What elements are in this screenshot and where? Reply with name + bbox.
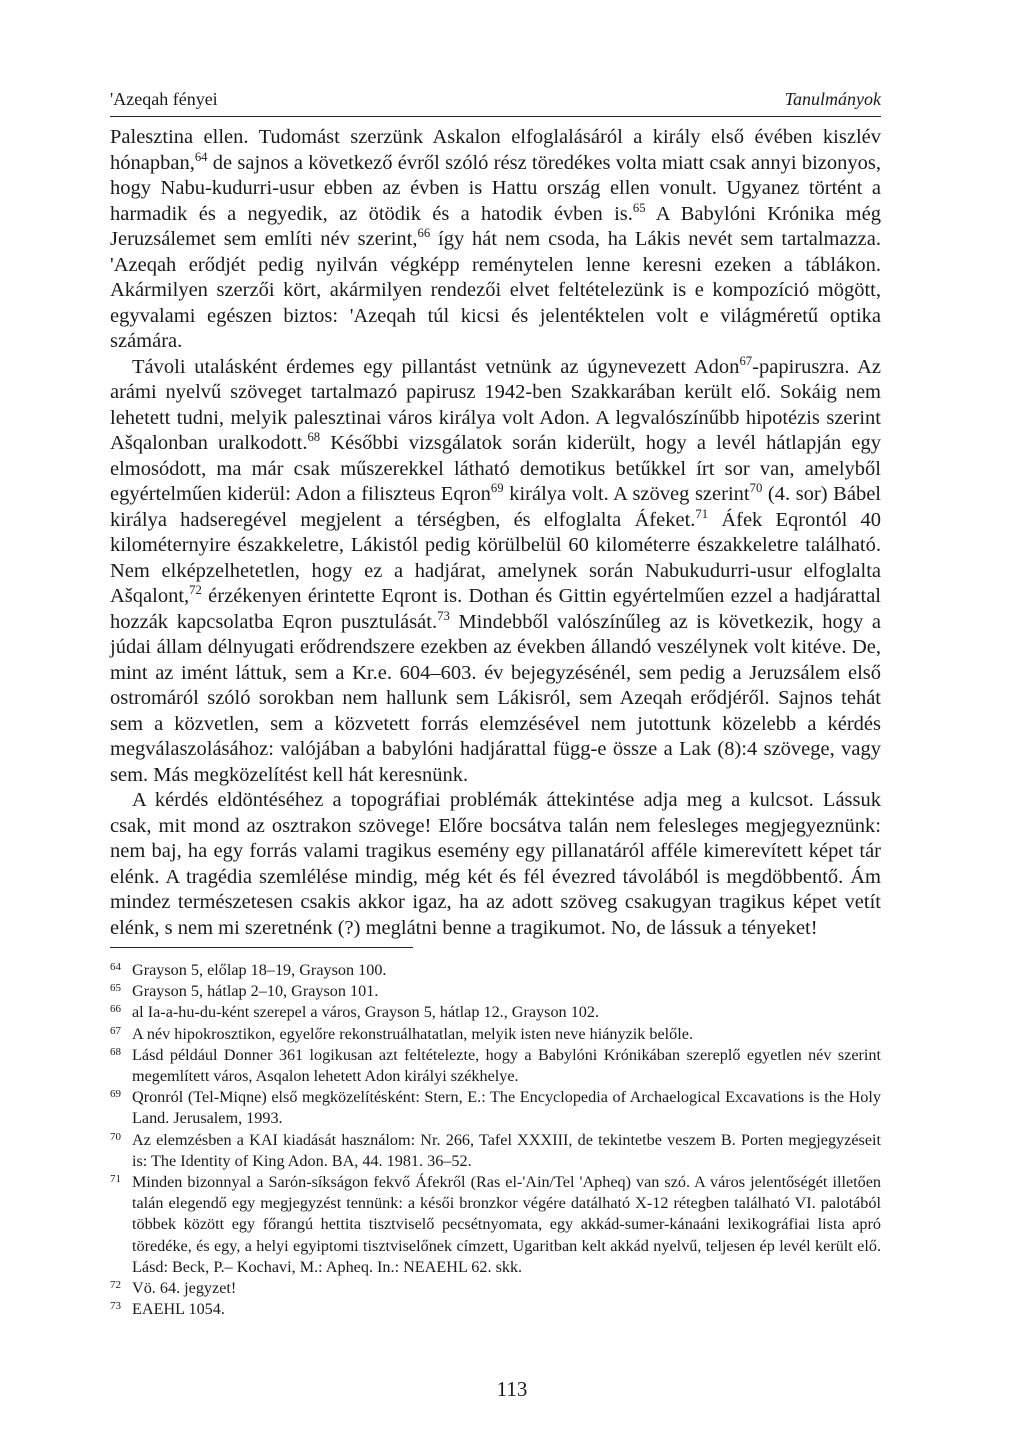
text-run: Későbbi vizsgálatok során kiderült, hogy a levél hátlapján egy elmosódott, ma már csak műszerekkel látható demotikus betűkkel írt sor van, amelyből egyértelműen kiderül: Adon a filiszteus Eqron: [110, 432, 881, 505]
text-run: A kérdés eldöntéséhez a topográfiai problémák áttekintése adja meg a kulcsot. Lássuk csak, mit mond az osztrakon szövege! Előre bocsátva talán nem felesleges megjegyeznünk: nem baj, ha egy forrás valami tragikus esemény egy pillanatáról afféle kimerevített képet tár elénk. A tragédia szemlélése mindig, még két és fél évezred távolából is megdöbbentő. Ám mindez természetesen csakis akkor igaz, ha az adott szöveg csakugyan tragikus képet vetít elénk, s nem mi szeretnénk (?) meglátni benne a tragikumot. No, de lássuk a tényeket!: [110, 789, 881, 939]
footnote-number: 67: [110, 1024, 121, 1037]
text-run: érzékenyen érintette Eqront is. Dothan és Gittin egyértelműen ezzel a hadjárattal hozzák kapcsolatba Eqron pusztulását.: [110, 585, 881, 633]
footnote-ref: 70: [749, 481, 763, 496]
footnote-ref: 71: [695, 506, 709, 521]
paragraph: [110, 125, 881, 355]
footnote-text: Lásd például Donner 361 logikusan azt feltételezte, hogy a Babylóni Krónikában szereplő egyetlen név szerint megemlített város, Asqalon lehetett Adon királyi székhelye.: [132, 1045, 881, 1086]
main-text: [110, 125, 881, 941]
footnote-ref: 64: [194, 149, 208, 164]
footnote: [110, 1002, 881, 1023]
footnote: [110, 1024, 881, 1045]
footnote-text: Minden bizonnyal a Sarón-síkságon fekvő Áfekről (Ras el-'Ain/Tel 'Apheq) van szó. A város jelentőségét illetően talán elegendő egy megjegyzést tennünk: a késői bronzkor végére datálható X-12 rétegben található VI. palotából többek között egy főrangú hettita tisztviselő pecsétnyomata, egy akkád-sumer-kánaáni lexikográfiai lista apró töredéke, és egy, a helyi egyiptomi tisztviselőnek címzett, Ugaritban kelt akkád nyelvű, teljesen ép levél került elő. Lásd: Beck, P.– Kochavi, M.: Apheq. In.: NEAEHL 62. skk.: [132, 1173, 881, 1276]
footnote-text: Grayson 5, előlap 18–19, Grayson 100.: [132, 961, 387, 979]
footnote-ref: 65: [632, 200, 646, 215]
footnotes: [110, 960, 881, 1320]
text-run: Mindebből valószínűleg az is következik, hogy a júdai állam délnyugati erődrendszere ezekben az években állandó veszélynek volt kitéve. De, mint az imént láttuk, sem a Kr.e. 604–603. év bejegyzésénél, sem pedig a Jeruzsálem első ostromáról szóló sorokban nem hallunk sem Lákisról, sem Azeqah erődjéről. Sajnos tehát sem a közvetlen, sem a közvetett forrás elemzésével nem jutottunk közelebb a kérdés megválaszolásához: valójában a babylóni hadjárattal függ-e össze a Lak (8):4 szövege, vagy sem. Más megközelítést kell hát keresnünk.: [110, 610, 881, 786]
text-run: Áfek Eqrontól 40 kilométernyire északkeletre, Lákistól pedig körülbelül 60 kilométerre északkeletre található. Nem elképzelhetetlen, hogy ez a hadjárat, amelynek során Nabukudurri-usur elfoglalta Ašqalont,: [110, 508, 881, 607]
footnote: [110, 1087, 881, 1129]
text-run: (4. sor) Bábel királya hadseregével megjelent a térségben, és elfoglalta Áfeket.: [110, 483, 881, 531]
text-run: A Babylóni Krónika még Jeruzsálemet sem említi név szerint,: [110, 202, 881, 250]
page-number: 113: [496, 1377, 528, 1401]
footnote-ref: 67: [739, 353, 753, 368]
footnote-number: 68: [110, 1045, 121, 1058]
footnote-number: 64: [110, 961, 121, 973]
text-run: de sajnos a következő évről szóló rész töredékes volta miatt csak annyi bizonyos, hogy Nabu-kudurri-usur ebben az évben is Hattu ország ellen vonult. Ugyanez történt a harmadik és a negyedik, az ötödik és a hatodik évben is.: [110, 151, 881, 225]
footnote-text: A név hipokrosztikon, egyelőre rekonstruálhatatlan, melyik isten neve hiányzik belőle.: [132, 1024, 694, 1043]
footnote-text: Az elemzésben a KAI kiadását használom: Nr. 266, Tafel XXXIII, de tekintetbe veszem B. Porten megjegyzéseit is: The Identity of King Adon. BA, 44. 1981. 36–52.: [132, 1130, 881, 1170]
footnote: [110, 1130, 881, 1172]
footnote-number: 71: [110, 1173, 121, 1186]
footnote-number: 66: [110, 1003, 121, 1016]
footnote-ref: 69: [490, 481, 504, 496]
text-run: Távoli utalásként érdemes egy pillantást vetnünk az úgynevezett Adon: [132, 355, 740, 378]
paragraph: [110, 355, 881, 789]
text-run: Palesztina ellen. Tudomást szerzünk Askalon elfoglalásáról a király első évében kiszlév hónapban,: [110, 126, 881, 174]
footnote-number: 73: [110, 1300, 121, 1313]
footnote-text: EAEHL 1054.: [132, 1300, 225, 1319]
text-run: -papiruszra. Az arámi nyelvű szöveget tartalmazó papirusz 1942-ben Szakkarában került elő. Sokáig nem lehetett tudni, melyik palesztinai város királya volt Adon. A legvalószínűbb hipotézis szerint Ašqalonban uralkodott.: [110, 355, 881, 454]
footnote-number: 69: [110, 1088, 121, 1101]
footnote: [110, 1299, 881, 1320]
footnote-divider: [110, 947, 413, 948]
footnote-ref: 73: [437, 608, 450, 623]
footnote-number: 70: [110, 1130, 121, 1143]
footnote-ref: 72: [189, 583, 202, 598]
footnote-text: al Ia-a-hu-du-ként szerepel a város, Grayson 5, hátlap 12., Grayson 102.: [132, 1003, 600, 1022]
section-label: Tanulmányok: [784, 89, 881, 109]
footnote-text: Grayson 5, hátlap 2–10, Grayson 101.: [132, 982, 379, 1001]
footnote: [110, 960, 881, 981]
footnote-number: 72: [110, 1279, 121, 1292]
running-header: [110, 86, 881, 117]
footnote-number: 65: [110, 982, 121, 995]
footnote: [110, 1172, 881, 1278]
footnote: [110, 1278, 881, 1299]
paragraph: [110, 788, 881, 941]
footnote-text: Qronról (Tel-Miqne) első megközelítésként: Stern, E.: The Encyclopedia of Archaelogical Excavations is the Holy Land. Jerusalem, 1993.: [132, 1088, 881, 1128]
footnote-ref: 68: [307, 430, 321, 445]
running-title: 'Azeqah fényei: [110, 89, 218, 109]
footnote-text: Vö. 64. jegyzet!: [132, 1279, 237, 1298]
footnote-ref: 66: [417, 226, 431, 241]
text-run: így hát nem csoda, ha Lákis nevét sem tartalmazza. 'Azeqah erődjét pedig nyilván végképp reménytelen lenne keresni ezeken a táblákon. Akármilyen szerzői kört, akármilyen rendezői elvet feltételezünk is e kompozíció mögött, egyvalami egészen biztos: 'Azeqah túl kicsi és jelentéktelen volt e világméretű optika számára.: [110, 228, 881, 352]
footnote: [110, 981, 881, 1002]
footnote: [110, 1045, 881, 1087]
text-run: királya volt. A szöveg szerint: [503, 483, 750, 505]
